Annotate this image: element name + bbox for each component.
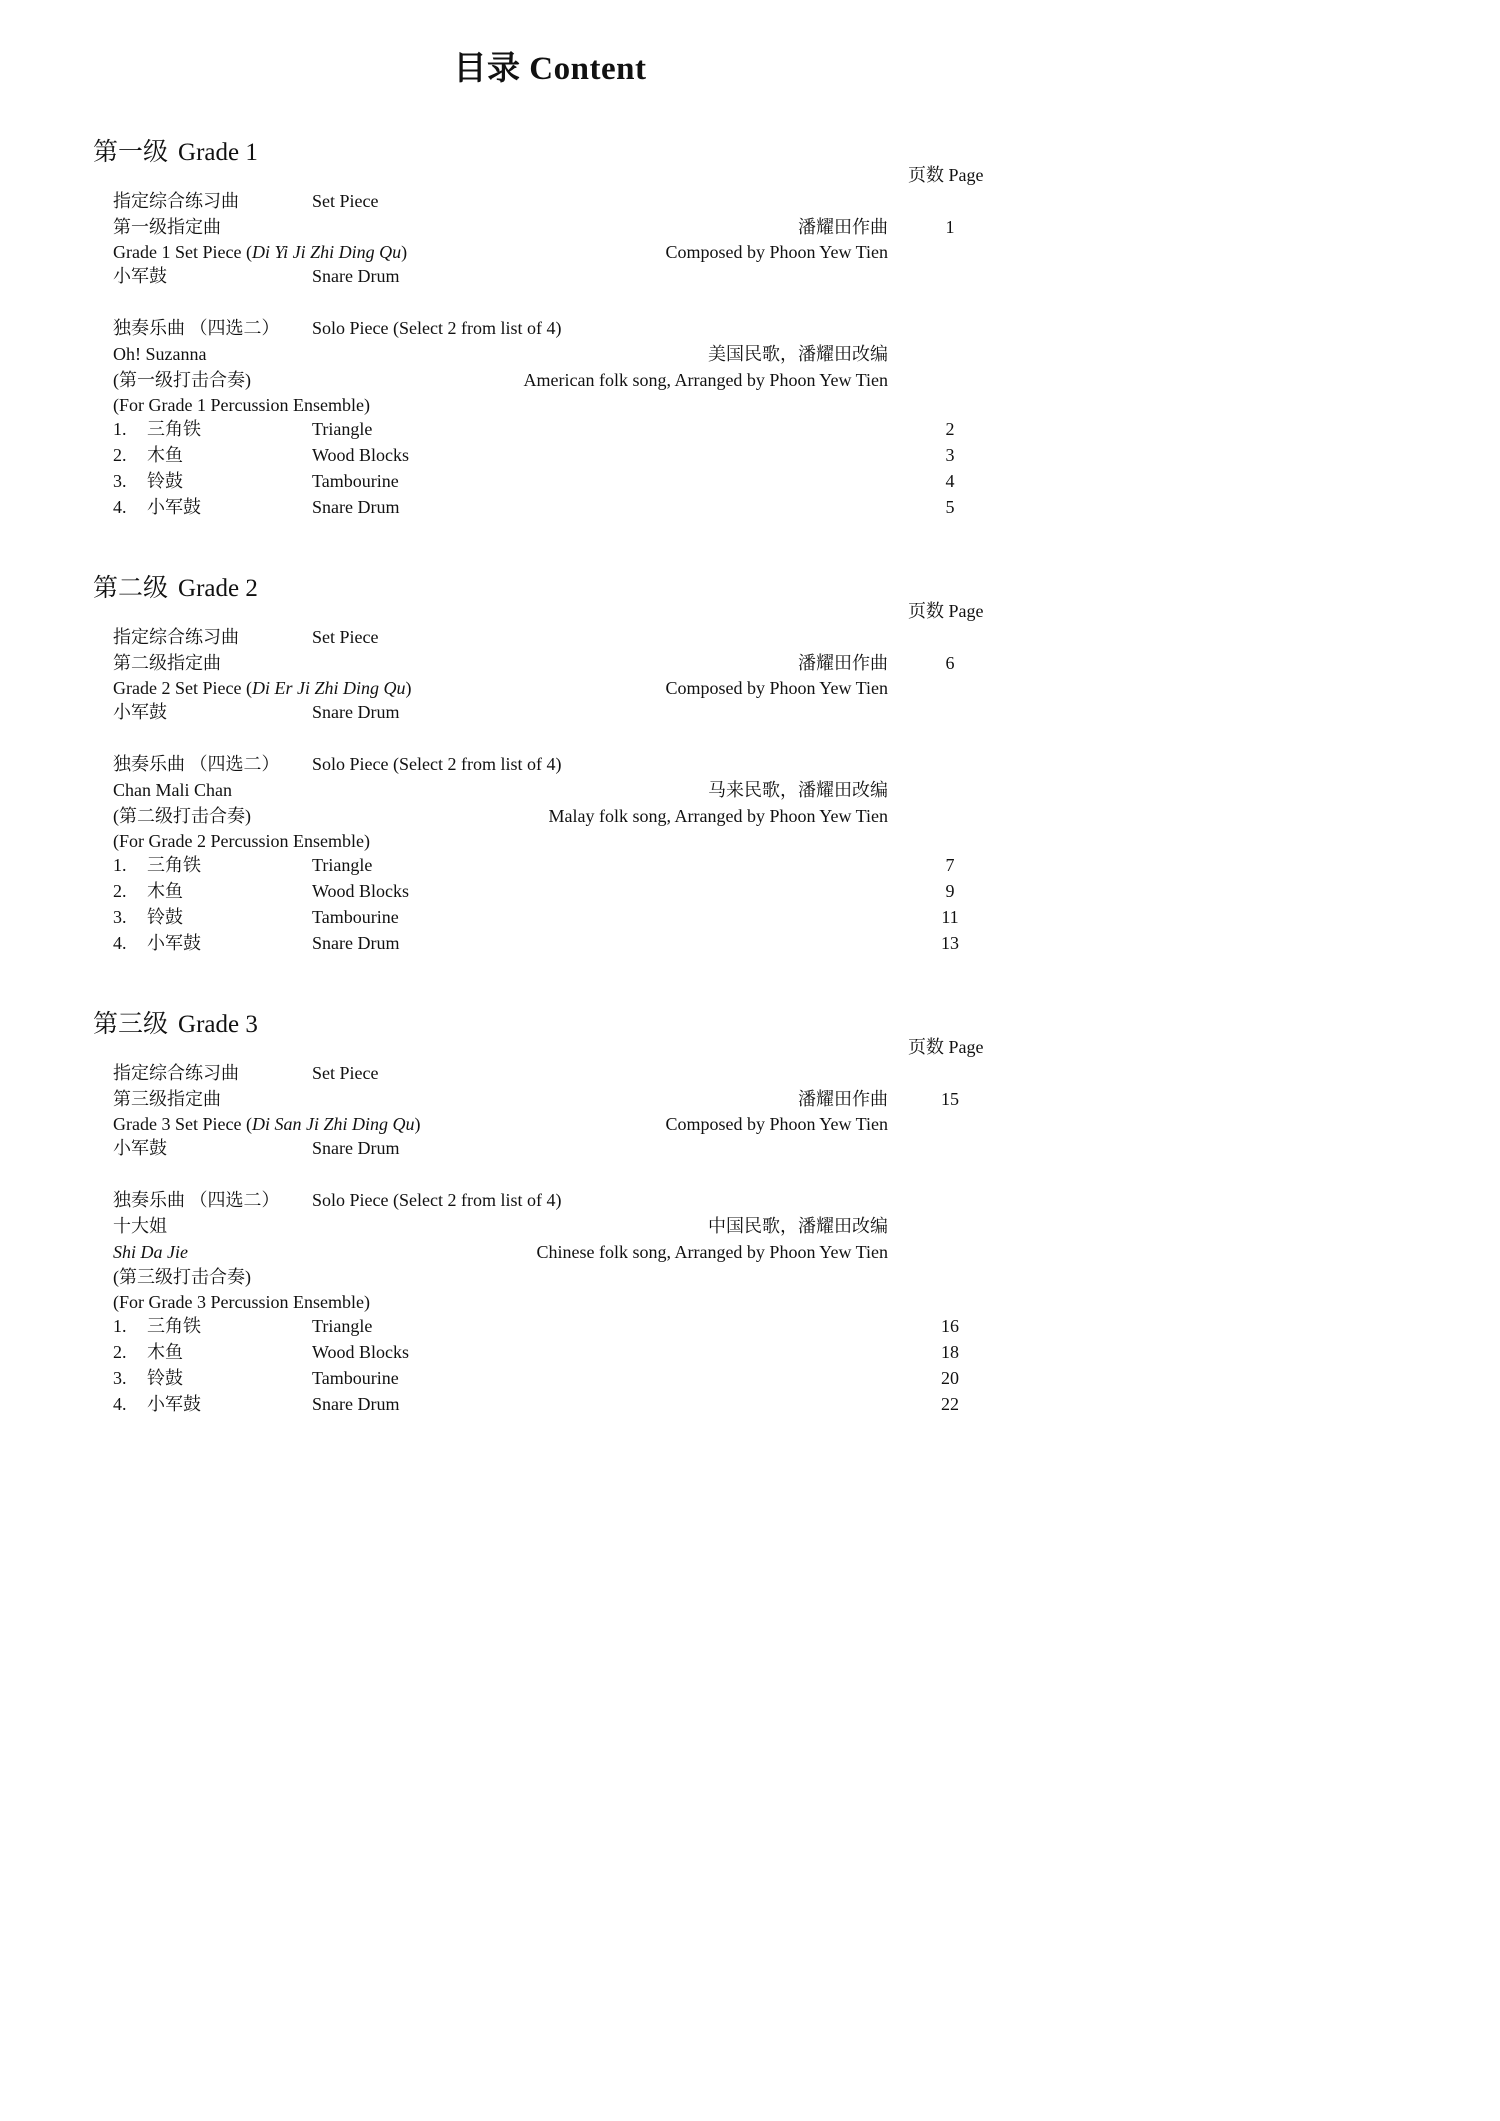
set-piece-composer-zh: 潘耀田作曲 bbox=[798, 653, 888, 673]
item-number: 4. bbox=[113, 497, 127, 517]
page-title: 目录 Content bbox=[453, 51, 647, 87]
ensemble-label-zh: (第一级打击合奏) bbox=[113, 370, 251, 390]
page-column-header: 页数 Page bbox=[908, 1037, 984, 1057]
set-piece-title-pinyin: Di Yi Ji Zhi Ding Qu bbox=[251, 242, 402, 262]
set-piece-title-pinyin: Di San Ji Zhi Ding Qu bbox=[251, 1114, 415, 1134]
solo-piece-label-en: Solo Piece (Select 2 from list of 4) bbox=[312, 1190, 562, 1210]
item-instrument-en: Triangle bbox=[312, 855, 373, 875]
grade-heading-zh: 第一级 bbox=[93, 139, 169, 166]
set-piece-label-en: Set Piece bbox=[312, 1063, 379, 1083]
item-instrument-en: Snare Drum bbox=[312, 1394, 400, 1414]
set-piece-composer-en: Composed by Phoon Yew Tien bbox=[665, 1114, 888, 1134]
item-number: 1. bbox=[113, 855, 127, 875]
grade-heading-en: Grade 1 bbox=[178, 139, 258, 166]
item-instrument-zh: 铃鼓 bbox=[147, 471, 183, 491]
grade-heading bbox=[93, 132, 258, 168]
set-piece-label-zh: 指定综合练习曲 bbox=[113, 627, 239, 647]
item-instrument-zh: 小军鼓 bbox=[147, 933, 201, 953]
item-page-number: 5 bbox=[945, 497, 955, 517]
grade-heading-en: Grade 2 bbox=[178, 575, 258, 602]
solo-piece-label-en: Solo Piece (Select 2 from list of 4) bbox=[312, 754, 562, 774]
set-piece-page-number: 1 bbox=[945, 217, 955, 237]
item-instrument-en: Triangle bbox=[312, 1316, 373, 1336]
set-piece-label-en: Set Piece bbox=[312, 191, 379, 211]
ensemble-label-zh: (第二级打击合奏) bbox=[113, 806, 251, 826]
set-piece-composer-zh: 潘耀田作曲 bbox=[798, 217, 888, 237]
solo-piece-arranger-zh: 马来民歌，潘耀田改编 bbox=[708, 780, 888, 800]
set-piece-instrument-zh: 小军鼓 bbox=[113, 266, 167, 286]
page-column-header: 页数 Page bbox=[908, 601, 984, 621]
set-piece-composer-en: Composed by Phoon Yew Tien bbox=[665, 242, 888, 262]
item-instrument-en: Wood Blocks bbox=[312, 881, 410, 901]
set-piece-title-zh: 第二级指定曲 bbox=[113, 653, 221, 673]
item-instrument-en: Tambourine bbox=[312, 471, 399, 491]
item-page-number: 7 bbox=[945, 855, 955, 875]
item-instrument-en: Tambourine bbox=[312, 907, 399, 927]
set-piece-title-pinyin: Di Er Ji Zhi Ding Qu bbox=[251, 678, 406, 698]
set-piece-instrument-en: Snare Drum bbox=[312, 1138, 400, 1158]
solo-piece-title: Oh! Suzanna bbox=[113, 344, 207, 364]
item-instrument-en: Wood Blocks bbox=[312, 1342, 410, 1362]
item-instrument-zh: 小军鼓 bbox=[147, 497, 201, 517]
grade-heading bbox=[93, 1004, 258, 1040]
set-piece-instrument-en: Snare Drum bbox=[312, 702, 400, 722]
item-instrument-en: Snare Drum bbox=[312, 497, 400, 517]
item-number: 2. bbox=[113, 445, 127, 465]
grade-heading-zh: 第三级 bbox=[93, 1011, 169, 1038]
item-instrument-zh: 三角铁 bbox=[147, 419, 201, 439]
solo-piece-arranger-en: American folk song, Arranged by Phoon Yew Tien bbox=[523, 370, 888, 390]
item-number: 1. bbox=[113, 419, 127, 439]
set-piece-title-zh: 第一级指定曲 bbox=[113, 217, 221, 237]
item-number: 4. bbox=[113, 933, 127, 953]
set-piece-instrument-zh: 小军鼓 bbox=[113, 1138, 167, 1158]
item-instrument-zh: 铃鼓 bbox=[147, 907, 183, 927]
solo-piece-label-zh: 独奏乐曲 （四选二） bbox=[113, 1190, 280, 1210]
solo-piece-label-zh: 独奏乐曲 （四选二） bbox=[113, 318, 280, 338]
item-page-number: 2 bbox=[945, 419, 955, 439]
set-piece-page-number: 6 bbox=[945, 653, 955, 673]
solo-piece-title: Chan Mali Chan bbox=[113, 780, 232, 800]
item-page-number: 20 bbox=[941, 1368, 959, 1388]
set-piece-page-number: 15 bbox=[941, 1089, 959, 1109]
item-instrument-zh: 三角铁 bbox=[147, 855, 201, 875]
item-instrument-en: Triangle bbox=[312, 419, 373, 439]
item-number: 3. bbox=[113, 1368, 127, 1388]
solo-piece-arranger-zh: 中国民歌，潘耀田改编 bbox=[708, 1216, 888, 1236]
set-piece-title-en: Grade 1 Set Piece (Di Yi Ji Zhi Ding Qu) bbox=[113, 242, 408, 262]
item-page-number: 16 bbox=[941, 1316, 959, 1336]
item-page-number: 18 bbox=[941, 1342, 959, 1362]
set-piece-label-zh: 指定综合练习曲 bbox=[113, 191, 239, 211]
item-number: 4. bbox=[113, 1394, 127, 1414]
item-number: 1. bbox=[113, 1316, 127, 1336]
item-page-number: 22 bbox=[941, 1394, 959, 1414]
item-instrument-zh: 木鱼 bbox=[147, 881, 183, 901]
item-instrument-en: Wood Blocks bbox=[312, 445, 410, 465]
solo-piece-title-pinyin: Shi Da Jie bbox=[113, 1242, 188, 1262]
set-piece-composer-zh: 潘耀田作曲 bbox=[798, 1089, 888, 1109]
set-piece-label-en: Set Piece bbox=[312, 627, 379, 647]
item-page-number: 11 bbox=[941, 907, 959, 927]
item-page-number: 4 bbox=[945, 471, 955, 491]
ensemble-label-zh: (第三级打击合奏) bbox=[113, 1267, 251, 1287]
ensemble-label-en: (For Grade 1 Percussion Ensemble) bbox=[113, 395, 370, 415]
item-page-number: 13 bbox=[941, 933, 959, 953]
item-instrument-zh: 三角铁 bbox=[147, 1316, 201, 1336]
item-instrument-zh: 小军鼓 bbox=[147, 1394, 201, 1414]
item-instrument-en: Tambourine bbox=[312, 1368, 399, 1388]
set-piece-instrument-zh: 小军鼓 bbox=[113, 702, 167, 722]
page-column-header: 页数 Page bbox=[908, 165, 984, 185]
solo-piece-label-en: Solo Piece (Select 2 from list of 4) bbox=[312, 318, 562, 338]
item-page-number: 9 bbox=[945, 881, 955, 901]
ensemble-label-en: (For Grade 3 Percussion Ensemble) bbox=[113, 1292, 370, 1312]
set-piece-title-en: Grade 2 Set Piece (Di Er Ji Zhi Ding Qu) bbox=[113, 678, 412, 698]
grade-heading-zh: 第二级 bbox=[93, 575, 169, 602]
set-piece-composer-en: Composed by Phoon Yew Tien bbox=[665, 678, 888, 698]
item-number: 2. bbox=[113, 881, 127, 901]
grade-heading bbox=[93, 568, 258, 604]
item-number: 3. bbox=[113, 471, 127, 491]
set-piece-title-en: Grade 3 Set Piece (Di San Ji Zhi Ding Qu) bbox=[113, 1114, 421, 1134]
solo-piece-arranger-en: Chinese folk song, Arranged by Phoon Yew Tien bbox=[536, 1242, 888, 1262]
item-instrument-zh: 铃鼓 bbox=[147, 1368, 183, 1388]
item-number: 2. bbox=[113, 1342, 127, 1362]
solo-piece-arranger-zh: 美国民歌，潘耀田改编 bbox=[708, 344, 888, 364]
solo-piece-label-zh: 独奏乐曲 （四选二） bbox=[113, 754, 280, 774]
solo-piece-title: 十大姐 bbox=[113, 1216, 167, 1236]
item-number: 3. bbox=[113, 907, 127, 927]
set-piece-instrument-en: Snare Drum bbox=[312, 266, 400, 286]
solo-piece-arranger-en: Malay folk song, Arranged by Phoon Yew Tien bbox=[548, 806, 888, 826]
set-piece-label-zh: 指定综合练习曲 bbox=[113, 1063, 239, 1083]
item-instrument-en: Snare Drum bbox=[312, 933, 400, 953]
item-instrument-zh: 木鱼 bbox=[147, 445, 183, 465]
item-page-number: 3 bbox=[945, 445, 955, 465]
grade-heading-en: Grade 3 bbox=[178, 1011, 258, 1038]
item-instrument-zh: 木鱼 bbox=[147, 1342, 183, 1362]
set-piece-title-zh: 第三级指定曲 bbox=[113, 1089, 221, 1109]
ensemble-label-en: (For Grade 2 Percussion Ensemble) bbox=[113, 831, 370, 851]
